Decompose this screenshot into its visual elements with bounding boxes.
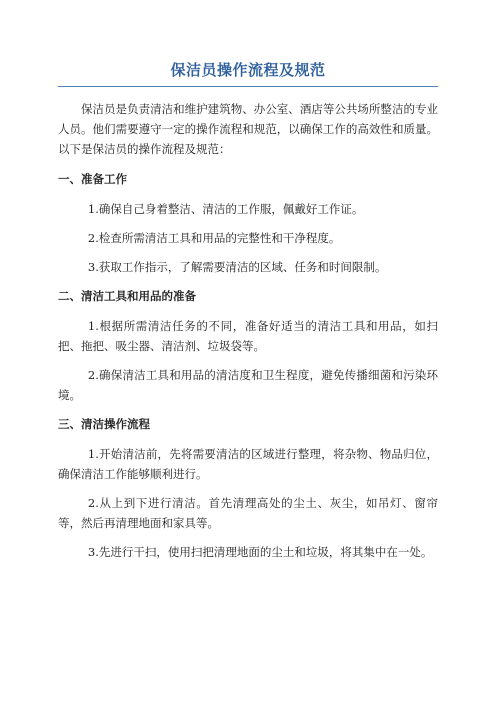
list-item: 1.确保自己身着整洁、清洁的工作服，佩戴好工作证。	[87, 202, 364, 216]
title-underline	[58, 86, 438, 87]
list-item: 3.先进行干扫，使用扫把清理地面的尘土和垃圾，将其集中在一处。	[87, 545, 433, 559]
list-item: 3.获取工作指示，了解需要清洁的区域、任务和时间限制。	[87, 260, 387, 274]
section-heading: 三、清洁操作流程	[58, 417, 150, 431]
list-item: 2.检查所需清洁工具和用品的完整性和干净程度。	[87, 231, 341, 245]
section-procedure	[58, 414, 438, 562]
section-heading: 一、准备工作	[58, 172, 127, 186]
section-tools	[58, 286, 438, 405]
list-item: 2.确保清洁工具和用品的清洁度和卫生程度，避免传播细菌和污染环境。	[58, 368, 438, 402]
intro-paragraph: 保洁员是负责清洁和维护建筑物、办公室、酒店等公共场所整洁的专业人员。他们需要遵守一定的操作流程和规范，以确保工作的高效性和质量。以下是保洁员的操作流程及规范：	[58, 102, 438, 156]
list-item: 1.开始清洁前，先将需要清洁的区域进行整理，将杂物、物品归位，确保清洁工作能够顺利进行。	[58, 447, 438, 481]
document-title: 保洁员操作流程及规范	[170, 61, 326, 79]
section-heading: 二、清洁工具和用品的准备	[58, 289, 196, 303]
list-item: 2.从上到下进行清洁。首先清理高处的尘土、灰尘，如吊灯、窗帘等，然后再清理地面和家具等。	[58, 496, 438, 530]
list-item: 1.根据所需清洁任务的不同，准备好适当的清洁工具和用品，如扫把、拖把、吸尘器、清洁剂、垃圾袋等。	[58, 319, 438, 353]
section-preparation	[58, 169, 438, 277]
